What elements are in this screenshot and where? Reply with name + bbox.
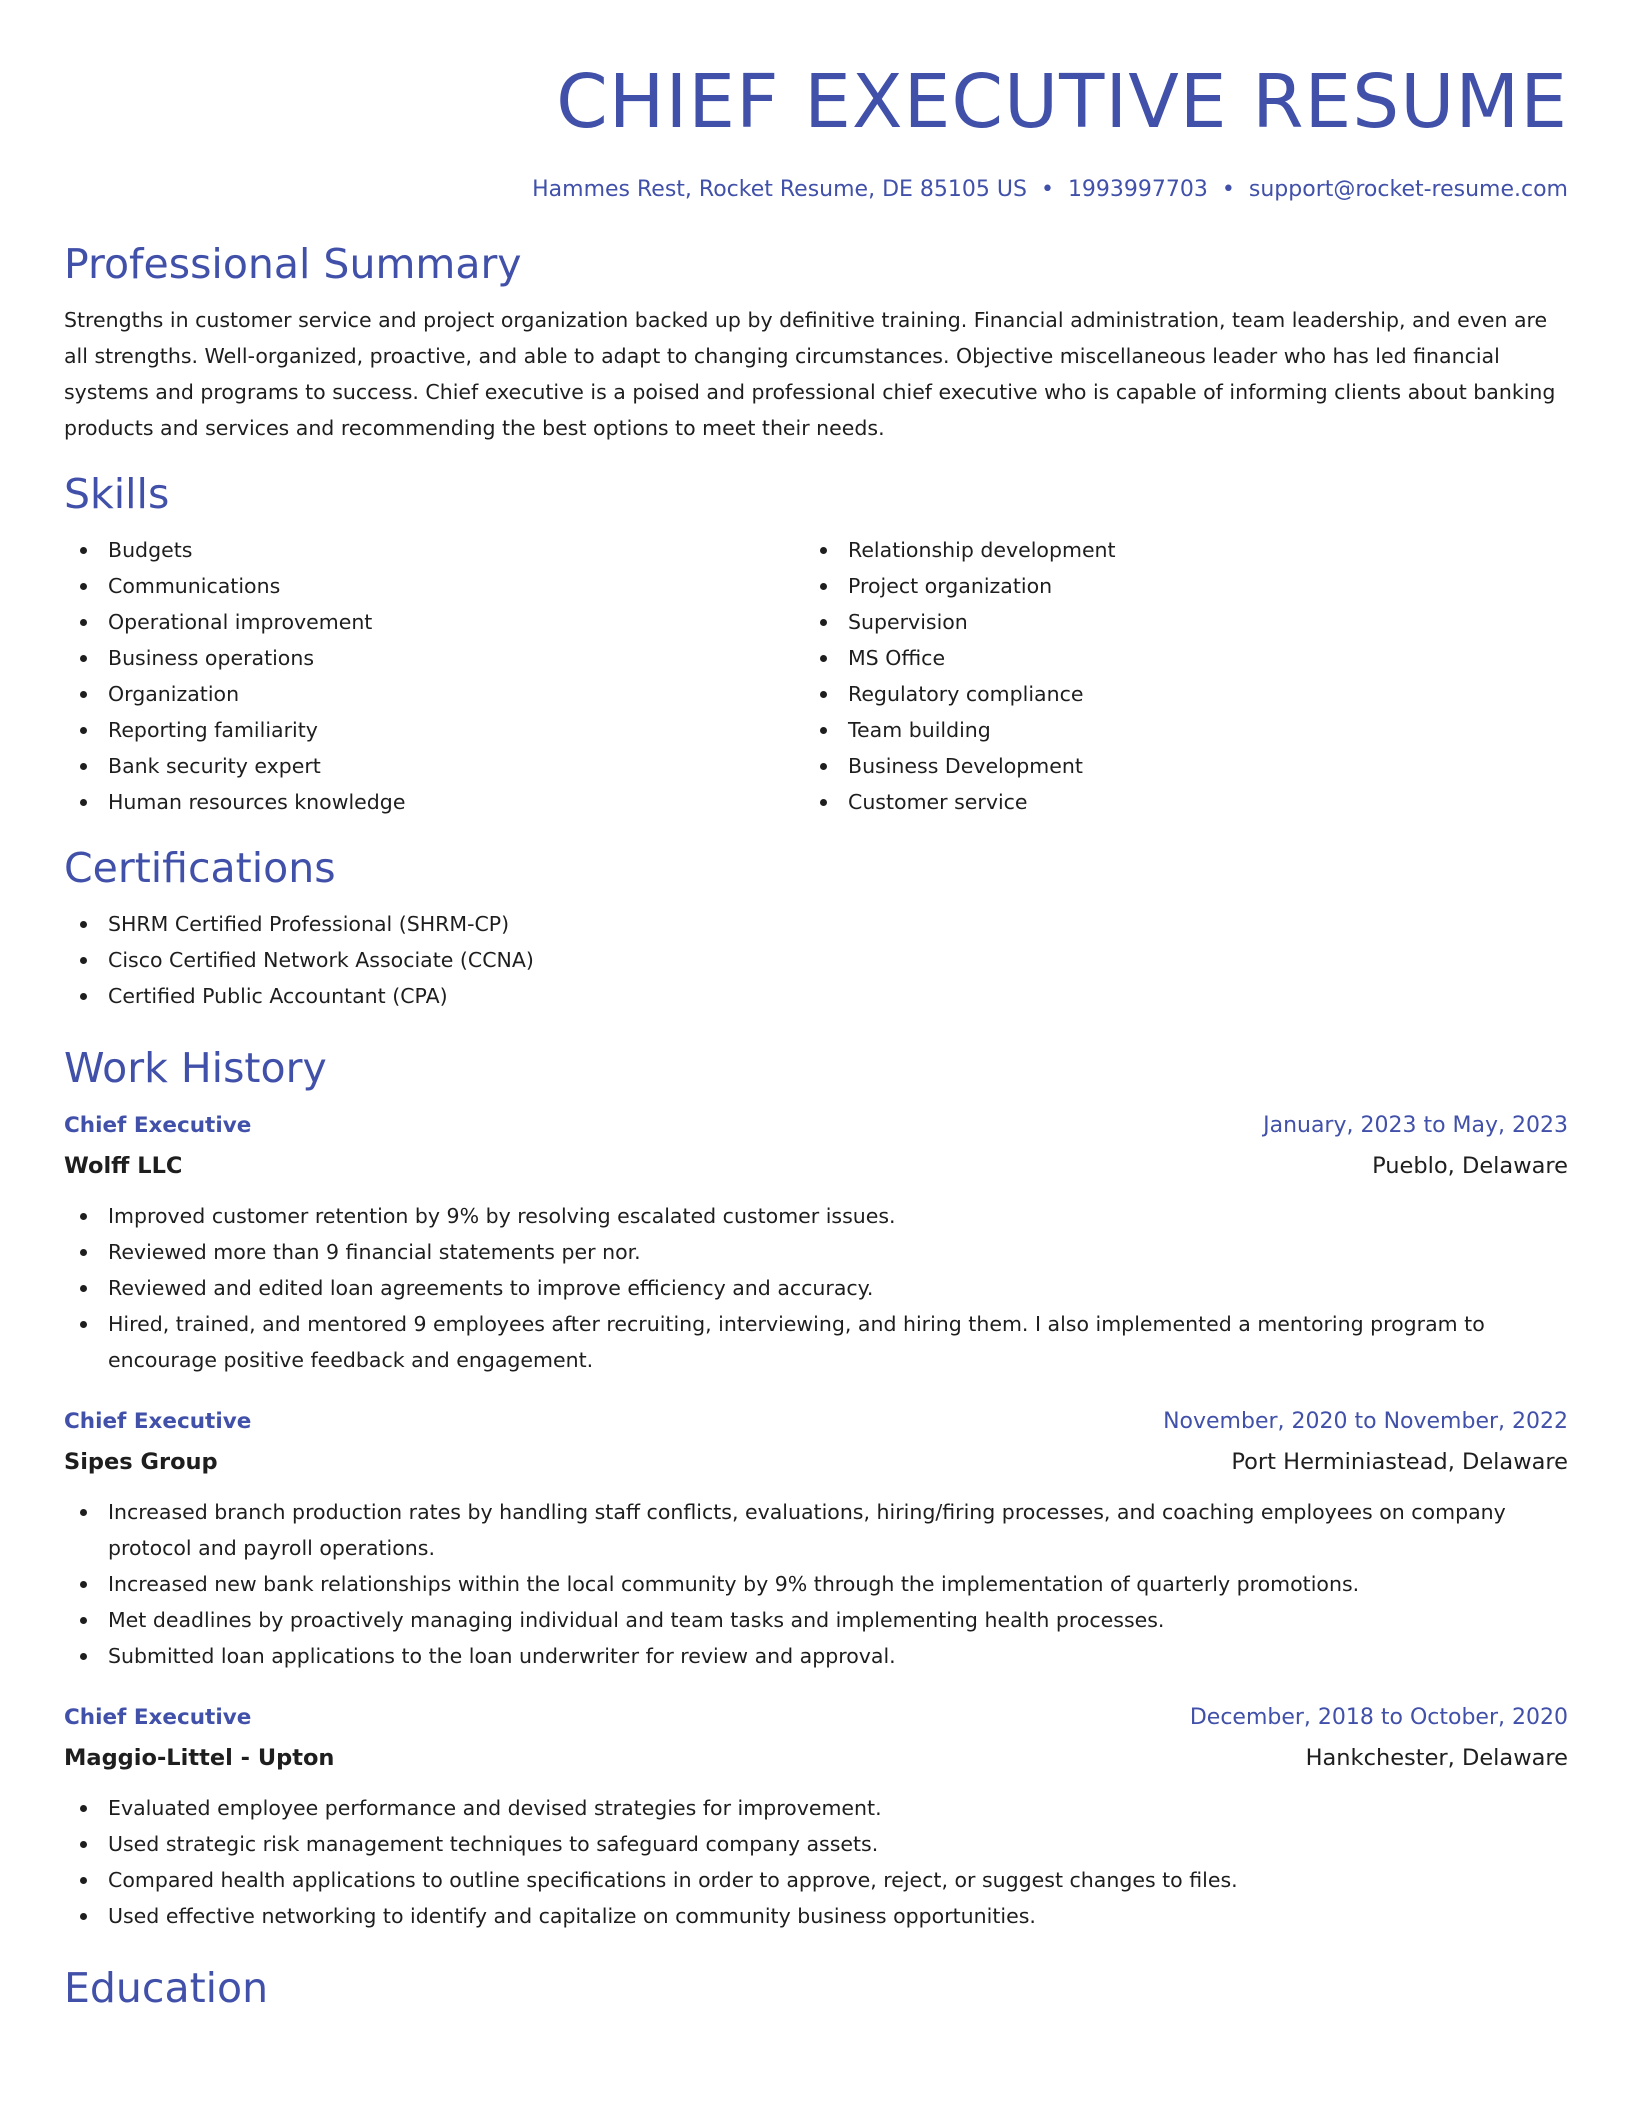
education-section bbox=[64, 1960, 1568, 2016]
skill-item: Human resources knowledge bbox=[64, 784, 804, 820]
skills-section bbox=[64, 466, 1568, 820]
skill-item: Reporting familiarity bbox=[64, 712, 804, 748]
certification-item: SHRM Certified Professional (SHRM-CP) bbox=[64, 906, 1568, 942]
job-company-row bbox=[64, 1442, 1568, 1482]
job-company: Maggio-Littel - Upton bbox=[64, 1745, 335, 1771]
job-bullet: Used strategic risk management techniques to safeguard company assets. bbox=[64, 1826, 1568, 1862]
job-bullet: Increased branch production rates by handling staff conflicts, evaluations, hiring/firing processes, and coaching employees on company protocol and payroll operations. bbox=[64, 1494, 1568, 1566]
skill-item: Organization bbox=[64, 676, 804, 712]
skill-item: Regulatory compliance bbox=[804, 676, 1544, 712]
certification-item: Cisco Certified Network Associate (CCNA) bbox=[64, 942, 1568, 978]
job-title: Chief Executive bbox=[64, 1409, 252, 1434]
skills-grid bbox=[64, 532, 1568, 820]
job-bullet: Compared health applications to outline specifications in order to approve, reject, or suggest changes to files. bbox=[64, 1862, 1568, 1898]
certifications-list bbox=[64, 906, 1568, 1014]
resume-header bbox=[64, 52, 1568, 206]
job-bullet: Increased new bank relationships within the local community by 9% through the implementation of quarterly promotions. bbox=[64, 1566, 1568, 1602]
job-location: Pueblo, Delaware bbox=[1372, 1153, 1568, 1179]
job-title: Chief Executive bbox=[64, 1705, 252, 1730]
resume-title: CHIEF EXECUTIVE RESUME bbox=[556, 59, 1568, 145]
skill-item: Communications bbox=[64, 568, 804, 604]
job-bullet: Reviewed and edited loan agreements to improve efficiency and accuracy. bbox=[64, 1270, 1568, 1306]
section-heading-work-history: Work History bbox=[64, 1044, 327, 1092]
job-bullet: Submitted loan applications to the loan underwriter for review and approval. bbox=[64, 1638, 1568, 1674]
skill-item: Business Development bbox=[804, 748, 1544, 784]
summary-section bbox=[64, 236, 1568, 446]
job-bullet: Used effective networking to identify and capitalize on community business opportunities. bbox=[64, 1898, 1568, 1934]
skill-item: Project organization bbox=[804, 568, 1544, 604]
job-bullet: Met deadlines by proactively managing individual and team tasks and implementing health processes. bbox=[64, 1602, 1568, 1638]
job-dates: December, 2018 to October, 2020 bbox=[1189, 1705, 1568, 1730]
job-dates: November, 2020 to November, 2022 bbox=[1163, 1409, 1568, 1434]
section-heading-certifications: Certifications bbox=[64, 844, 336, 892]
job-bullet: Improved customer retention by 9% by resolving escalated customer issues. bbox=[64, 1198, 1568, 1234]
job-company-row bbox=[64, 1738, 1568, 1778]
job-title-row bbox=[64, 1698, 1568, 1738]
contact-separator: • bbox=[1040, 177, 1054, 202]
job-entry bbox=[64, 1698, 1568, 1934]
job-bullet: Reviewed more than 9 financial statements per nor. bbox=[64, 1234, 1568, 1270]
job-bullets bbox=[64, 1198, 1568, 1378]
job-title-row bbox=[64, 1106, 1568, 1146]
job-company: Wolff LLC bbox=[64, 1153, 183, 1179]
certification-item: Certified Public Accountant (CPA) bbox=[64, 978, 1568, 1014]
job-company-row bbox=[64, 1146, 1568, 1186]
certifications-section bbox=[64, 840, 1568, 1014]
job-location: Hankchester, Delaware bbox=[1305, 1745, 1568, 1771]
skill-item: Relationship development bbox=[804, 532, 1544, 568]
job-bullets bbox=[64, 1790, 1568, 1934]
skill-item: Business operations bbox=[64, 640, 804, 676]
summary-text: Strengths in customer service and project organization backed up by definitive training. Financial administration, team leadership, and even are all strengths. Well-organized, proactive, and able to adapt to changing circumstances. Objective miscellaneous leader who has led financial systems and programs to success. Chief executive is a poised and professional chief executive who is capable of informing clients about banking products and services and recommending the best options to meet their needs. bbox=[64, 308, 1556, 440]
job-bullets bbox=[64, 1494, 1568, 1674]
job-entry bbox=[64, 1106, 1568, 1378]
job-title-row bbox=[64, 1402, 1568, 1442]
job-title: Chief Executive bbox=[64, 1113, 252, 1138]
section-heading-summary: Professional Summary bbox=[64, 240, 522, 288]
contact-phone: 1993997703 bbox=[1067, 177, 1208, 202]
skill-item: Supervision bbox=[804, 604, 1544, 640]
contact-email: support@rocket-resume.com bbox=[1248, 177, 1568, 202]
skills-list-right bbox=[804, 532, 1544, 820]
work-history-section bbox=[64, 1040, 1568, 1934]
skill-item: MS Office bbox=[804, 640, 1544, 676]
skill-item: Customer service bbox=[804, 784, 1544, 820]
contact-line bbox=[64, 174, 1568, 206]
skill-item: Budgets bbox=[64, 532, 804, 568]
job-location: Port Herminiastead, Delaware bbox=[1231, 1449, 1568, 1475]
skill-item: Team building bbox=[804, 712, 1544, 748]
job-bullet: Hired, trained, and mentored 9 employees after recruiting, interviewing, and hiring them. I also implemented a mentoring program to encourage positive feedback and engagement. bbox=[64, 1306, 1568, 1378]
job-dates: January, 2023 to May, 2023 bbox=[1263, 1113, 1568, 1138]
job-bullet: Evaluated employee performance and devised strategies for improvement. bbox=[64, 1790, 1568, 1826]
section-heading-skills: Skills bbox=[64, 470, 170, 518]
job-entry bbox=[64, 1402, 1568, 1674]
contact-address: Hammes Rest, Rocket Resume, DE 85105 US bbox=[532, 177, 1027, 202]
section-heading-education: Education bbox=[64, 1964, 269, 2012]
skill-item: Bank security expert bbox=[64, 748, 804, 784]
contact-separator: • bbox=[1221, 177, 1235, 202]
skills-list-left bbox=[64, 532, 804, 820]
skill-item: Operational improvement bbox=[64, 604, 804, 640]
job-company: Sipes Group bbox=[64, 1449, 218, 1475]
